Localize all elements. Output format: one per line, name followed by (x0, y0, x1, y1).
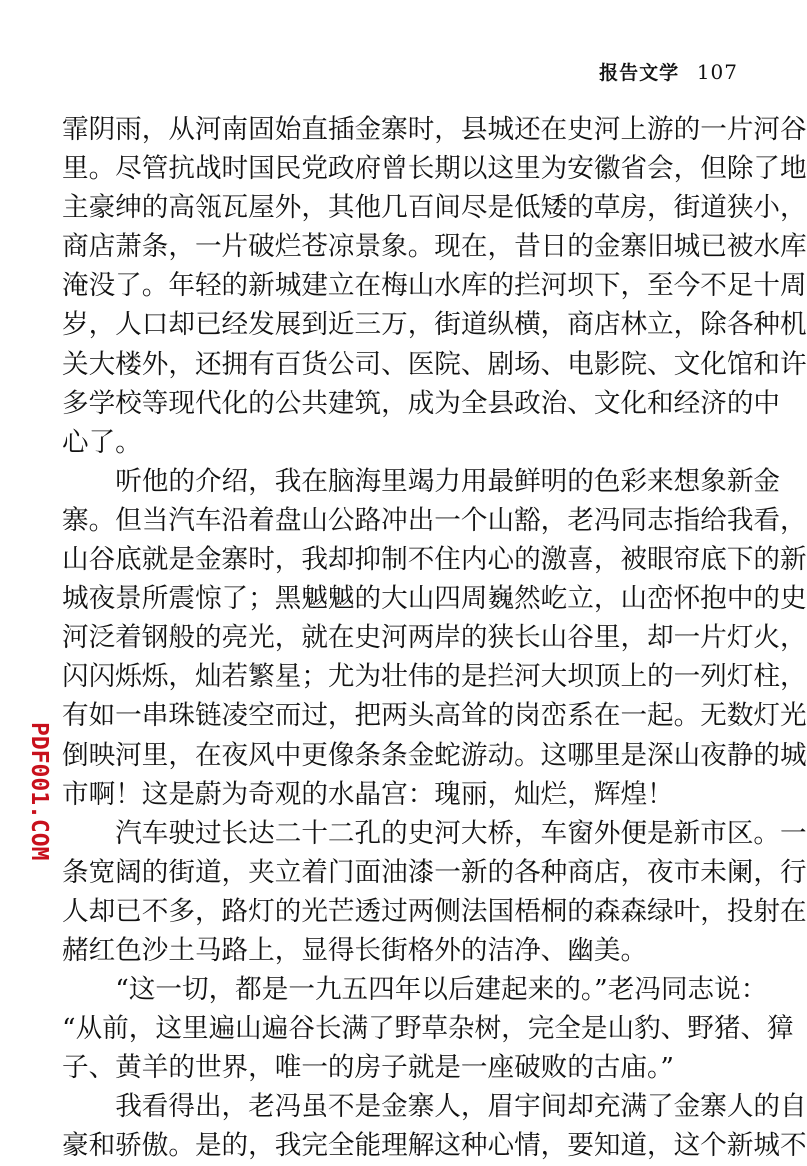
text-line: 条宽阔的街道，夹立着门面油漆一新的各种商店，夜市未阑，行 (62, 856, 807, 888)
text-line: 岁，人口却已经发展到近三万，街道纵横，商店林立，除各种机 (62, 309, 807, 341)
text-line: 豪和骄傲。是的，我完全能理解这种心情，要知道，这个新城不 (62, 1130, 807, 1162)
text-line: 霏阴雨，从河南固始直插金寨时，县城还在史河上游的一片河谷 (62, 114, 807, 145)
watermark (6, 720, 52, 890)
text-line: 我看得出，老冯虽不是金寨人，眉宇间却充满了金寨人的自 (115, 1091, 807, 1123)
running-header (599, 58, 738, 85)
text-line: 淹没了。年轻的新城建立在梅山水库的拦河坝下，至今不足十周 (62, 270, 807, 302)
body-text (62, 110, 807, 1166)
text-line: 商店萧条，一片破烂苍凉景象。现在，昔日的金寨旧城已被水库 (62, 231, 807, 263)
text-line: 有如一串珠链凌空而过，把两头高耸的岗峦系在一起。无数灯光 (62, 700, 807, 732)
text-line: “这一切，都是一九五四年以后建起来的。”老冯同志说： (115, 974, 768, 1006)
header-title: 报告文学 (599, 62, 680, 84)
text-line: 人却已不多，路灯的光芒透过两侧法国梧桐的森森绿叶，投射在 (62, 895, 807, 927)
text-line: 里。尽管抗战时国民党政府曾长期以这里为安徽省会，但除了地 (62, 153, 807, 185)
text-line: 汽车驶过长达二十二孔的史河大桥，车窗外便是新市区。一 (115, 817, 807, 849)
page-number: 107 (696, 60, 738, 84)
text-line: 听他的介绍，我在脑海里竭力用最鲜明的色彩来想象新金 (115, 465, 781, 497)
text-line: 子、黄羊的世界，唯一的房子就是一座破败的古庙。” (62, 1052, 674, 1084)
text-line: 赭红色沙土马路上，显得长街格外的洁净、幽美。 (62, 934, 648, 966)
text-line: 闪闪烁烁，灿若繁星；尤为壮伟的是拦河大坝顶上的一列灯柱， (62, 661, 807, 693)
text-line: 城夜景所震惊了；黑魆魆的大山四周巍然屹立，山峦怀抱中的史 (62, 583, 807, 615)
text-line: 市啊！这是蔚为奇观的水晶宫：瑰丽，灿烂，辉煌！ (62, 778, 674, 810)
text-line: 主豪绅的高瓴瓦屋外，其他几百间尽是低矮的草房，街道狭小， (62, 192, 807, 224)
text-line: 河泛着钢般的亮光，就在史河两岸的狭长山谷里，却一片灯火， (62, 622, 807, 654)
text-line: 倒映河里，在夜风中更像条条金蛇游动。这哪里是深山夜静的城 (62, 739, 807, 771)
text-line: 关大楼外，还拥有百货公司、医院、剧场、电影院、文化馆和许 (62, 348, 807, 380)
watermark-text: PDF001.COM (26, 722, 52, 861)
text-line: “从前，这里遍山遍谷长满了野草杂树，完全是山豹、野猪、獐 (62, 1013, 794, 1045)
text-line: 寨。但当汽车沿着盘山公路冲出一个山豁，老冯同志指给我看， (62, 504, 807, 536)
text-line: 心了。 (62, 426, 142, 458)
text-line: 山谷底就是金寨时，我却抑制不住内心的激喜，被眼帘底下的新 (62, 544, 807, 576)
text-line: 多学校等现代化的公共建筑，成为全县政治、文化和经济的中 (62, 387, 781, 419)
